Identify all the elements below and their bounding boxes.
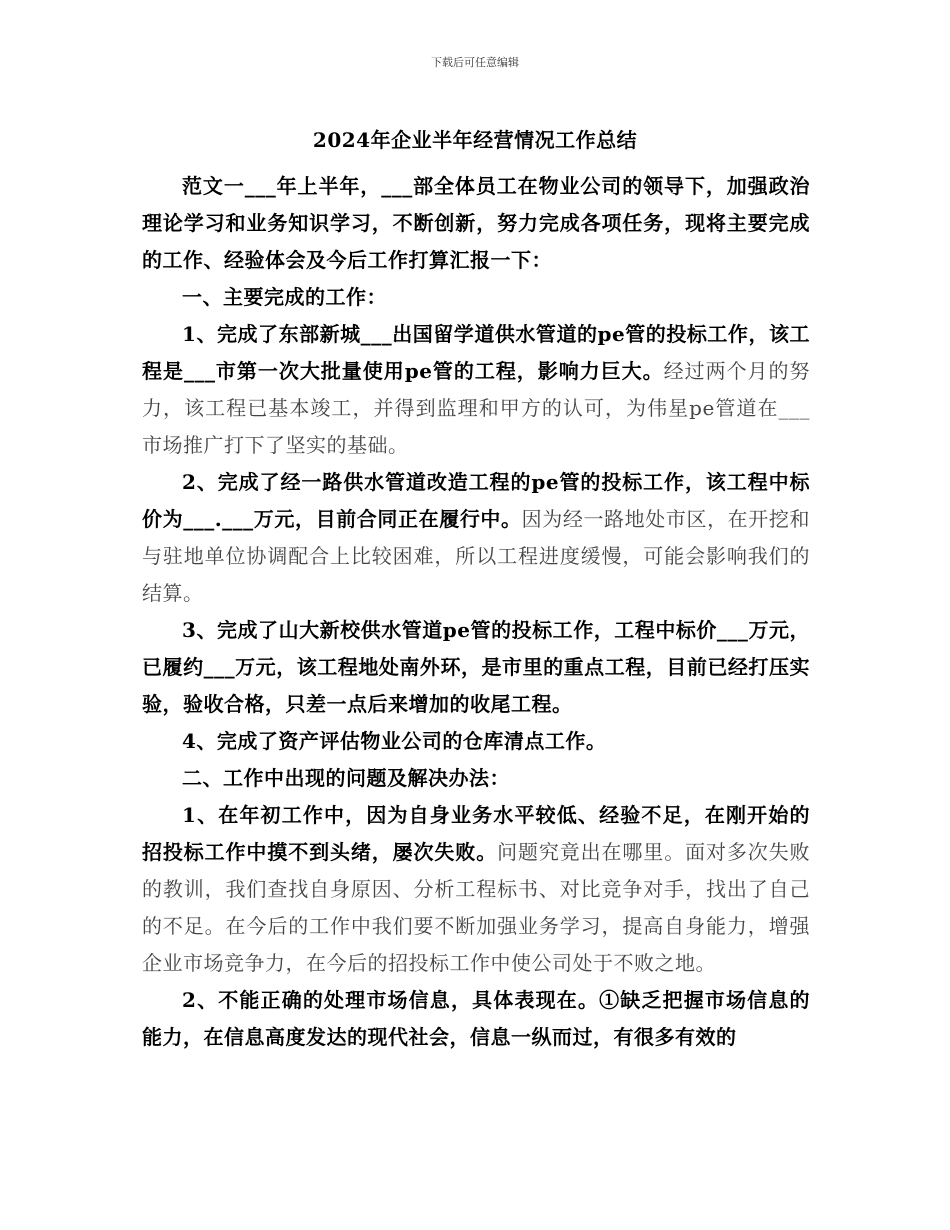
paragraph [142, 464, 810, 612]
section-heading: 二、工作中出现的问题及解决办法： [182, 766, 510, 790]
paragraph-bold-text: 范文一___年上半年，___部全体员工在物业公司的领导下，加强政治理论学习和业务知识学习，不断创新，努力完成各项任务，现将主要完成的工作、经验体会及今后工作打算汇报一下： [142, 174, 810, 272]
paragraph [142, 279, 810, 316]
paragraph-bold-text: 1、在年初工作中，因为自身业务水平较低、经验不足，在刚开始的招投标工作中摸不到头绪，屡次失败。 [142, 803, 810, 864]
paragraph [142, 168, 810, 279]
paragraph-bold-text: 1、完成了东部新城___出国留学道供水管道的pe管的投标工作，该工程是___市第一次大批量使用pe管的工程，影响力巨大。 [142, 322, 810, 383]
page-header-note: 下载后可任意编辑 [431, 56, 519, 69]
paragraph [142, 723, 810, 760]
document-title: 2024年企业半年经营情况工作总结 [312, 128, 638, 152]
paragraph-bold-text: 2、完成了经一路供水管道改造工程的pe管的投标工作，该工程中标价为___.___万元，目前合同正在履行中。 [142, 470, 810, 531]
paragraph-bold-text: 2、不能正确的处理市场信息，具体表现在。①缺乏把握市场信息的能力，在信息高度发达的现代社会，信息一纵而过，有很多有效的 [142, 988, 810, 1049]
paragraph [142, 797, 810, 982]
paragraph [142, 982, 810, 1056]
document-body [142, 168, 810, 1056]
section-heading: 一、主要完成的工作： [182, 285, 387, 309]
paragraph [142, 612, 810, 723]
paragraph [142, 316, 810, 464]
paragraph-normal-text: 经过两个月的努力，该工程已基本竣工，并得到监理和甲方的认可，为伟星pe管道在___市场推广打下了坚实的基础。 [142, 359, 810, 457]
paragraph [142, 760, 810, 797]
paragraph-bold-text: 4、完成了资产评估物业公司的仓库清点工作。 [182, 729, 607, 753]
paragraph-normal-text: 问题究竟出在哪里。面对多次失败的教训，我们查找自身原因、分析工程标书、对比竞争对手，找出了自己的不足。在今后的工作中我们要不断加强业务学习，提高自身能力，增强企业市场竞争力，在今后的招投标工作中使公司处于不败之地。 [142, 840, 811, 975]
paragraph-normal-text: 因为经一路地处市区，在开挖和与驻地单位协调配合上比较困难，所以工程进度缓慢，可能会影响我们的结算。 [142, 507, 810, 605]
paragraph-bold-text: 3、完成了山大新校供水管道pe管的投标工作，工程中标价___万元，已履约___万元，该工程地处南外环，是市里的重点工程，目前已经打压实验，验收合格，只差一点后来增加的收尾工程。 [142, 618, 810, 716]
